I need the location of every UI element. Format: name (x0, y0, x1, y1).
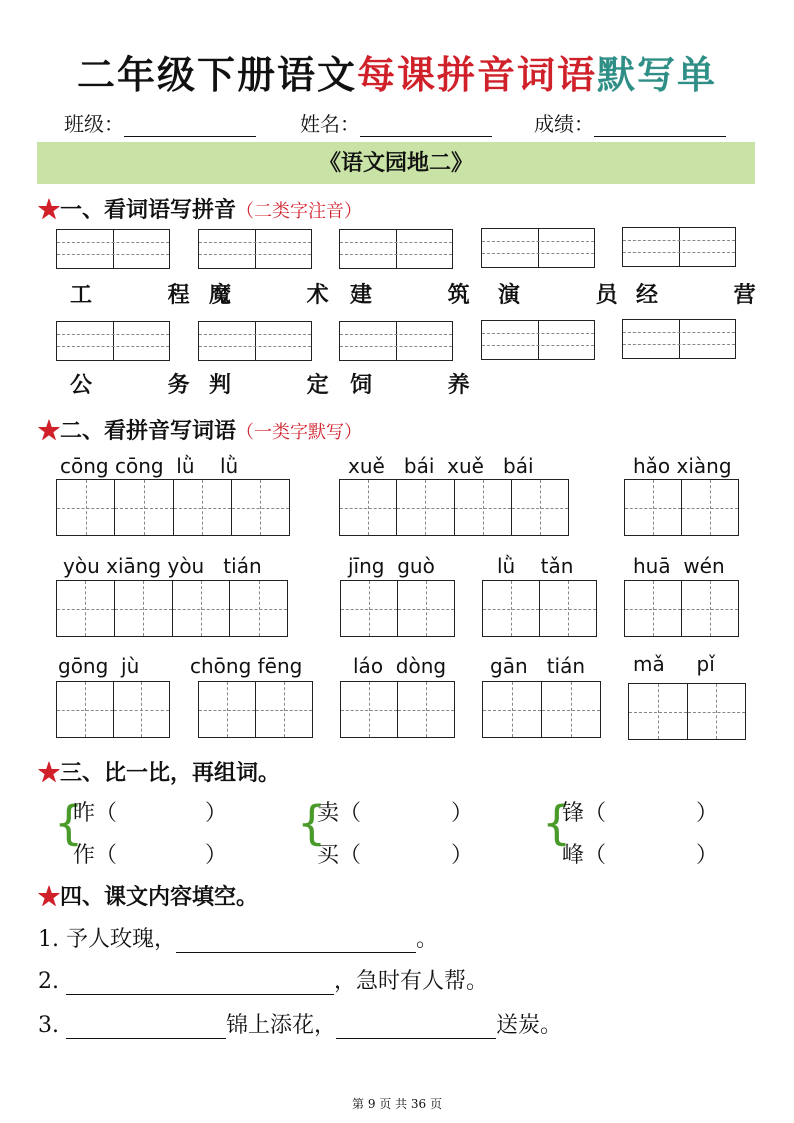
writing-grid[interactable] (624, 479, 739, 536)
compare-char: 昨（ (73, 801, 118, 826)
page-footer: 第 9 页 共 36 页 (352, 1097, 442, 1111)
word: 公 务 (70, 372, 224, 398)
pinyin-prompt: huā wén (633, 554, 725, 578)
compare-char: 锋（ (562, 801, 607, 826)
pinyin-box[interactable] (198, 229, 312, 269)
writing-grid[interactable] (56, 479, 290, 536)
writing-grid[interactable] (340, 681, 455, 738)
pinyin-box[interactable] (56, 229, 170, 269)
fill-blank[interactable] (176, 930, 416, 953)
section-3-title: 三、比一比，再组词。 (60, 760, 281, 786)
title-part-2: 每课拼音词语 (356, 52, 597, 97)
pinyin-box[interactable] (622, 227, 736, 267)
fill-blank[interactable] (66, 972, 334, 995)
close-paren: ） (205, 801, 228, 826)
compare-char: 作（ (73, 843, 118, 868)
pinyin-prompt: hǎo xiàng (633, 454, 732, 478)
section-2-title: 二、看拼音写词语 (60, 418, 237, 444)
writing-grid[interactable] (339, 479, 569, 536)
section-1-note: （二类字注音） (236, 201, 363, 222)
title-part-3: 默写单 (597, 52, 718, 97)
writing-grid[interactable] (628, 683, 746, 740)
class-blank[interactable] (124, 116, 256, 137)
writing-grid[interactable] (482, 580, 597, 637)
class-label: 班级： (64, 112, 124, 136)
compare-item[interactable] (562, 796, 718, 827)
fill-blank[interactable] (336, 1016, 496, 1039)
fill-text: 送炭。 (496, 1013, 563, 1038)
pinyin-box[interactable] (56, 321, 170, 361)
score-field[interactable] (534, 108, 726, 137)
word: 工 程 (70, 282, 224, 308)
section-4-title: 四、课文内容填空。 (60, 884, 259, 910)
compare-char: 买（ (317, 843, 362, 868)
lesson-banner: 《语文园地二》 (37, 142, 755, 184)
compare-item[interactable] (317, 838, 473, 869)
section-1-title: 一、看词语写拼音 (60, 197, 237, 223)
compare-item[interactable] (73, 838, 227, 869)
pinyin-prompt: yòu xiāng yòu tián (63, 554, 262, 578)
score-label: 成绩： (534, 112, 594, 136)
fill-text: 予人玫瑰， (66, 927, 177, 952)
item-number: 3. (38, 1013, 59, 1038)
compare-char: 峰（ (562, 843, 607, 868)
item-number: 2. (38, 969, 59, 994)
writing-grid[interactable] (56, 580, 288, 637)
brace-icon: { (542, 796, 572, 850)
brace-icon: { (297, 796, 327, 850)
fill-line-3 (38, 1008, 562, 1039)
section-1-heading (38, 193, 362, 224)
pinyin-prompt: lǜ tǎn (497, 554, 574, 578)
fill-text: ，急时有人帮。 (334, 969, 489, 994)
fill-text: 锦上添花， (226, 1013, 337, 1038)
pinyin-prompt: cōng cōng lǜ lǜ (60, 454, 239, 478)
pinyin-box[interactable] (339, 229, 453, 269)
section-2-note: （一类字默写） (236, 422, 363, 443)
pinyin-box[interactable] (339, 321, 453, 361)
score-blank[interactable] (594, 116, 726, 137)
pinyin-prompt: chōng fēng (190, 654, 303, 678)
close-paren: ） (696, 843, 719, 868)
pinyin-box[interactable] (622, 319, 736, 359)
star-icon: ★ (38, 418, 61, 444)
section-3-heading (38, 756, 280, 787)
star-icon: ★ (38, 884, 61, 910)
compare-item[interactable] (317, 796, 473, 827)
item-number: 1. (38, 927, 59, 952)
fill-text: 。 (416, 927, 439, 952)
word: 建 筑 (350, 282, 504, 308)
class-field[interactable] (64, 108, 256, 137)
writing-grid[interactable] (340, 580, 455, 637)
writing-grid[interactable] (56, 681, 170, 738)
pinyin-box[interactable] (481, 320, 595, 360)
compare-item[interactable] (562, 838, 718, 869)
title-part-1: 二年级下册语文 (76, 52, 357, 97)
pinyin-prompt: láo dòng (353, 654, 447, 678)
star-icon: ★ (38, 760, 61, 786)
name-blank[interactable] (360, 116, 492, 137)
word: 魔 术 (209, 282, 363, 308)
brace-icon: { (54, 796, 84, 850)
section-2-heading (38, 414, 362, 445)
pinyin-prompt: jīng guò (348, 554, 435, 578)
close-paren: ） (451, 843, 474, 868)
fill-line-2 (38, 964, 488, 995)
pinyin-prompt: gōng jù (58, 654, 140, 678)
fill-line-1 (38, 922, 438, 953)
compare-item[interactable] (73, 796, 227, 827)
fill-blank[interactable] (66, 1016, 226, 1039)
pinyin-box[interactable] (481, 228, 595, 268)
writing-grid[interactable] (482, 681, 601, 738)
pinyin-prompt: gān tián (490, 654, 586, 678)
close-paren: ） (696, 801, 719, 826)
word: 经 营 (636, 282, 790, 308)
pinyin-prompt: xuě bái xuě bái (348, 454, 534, 478)
writing-grid[interactable] (198, 681, 313, 738)
compare-char: 卖（ (317, 801, 362, 826)
close-paren: ） (451, 801, 474, 826)
name-field[interactable] (300, 108, 492, 137)
word: 饲 养 (350, 372, 504, 398)
page-title (0, 44, 794, 99)
close-paren: ） (205, 843, 228, 868)
section-4-heading (38, 880, 258, 911)
word: 演 员 (498, 282, 652, 308)
pinyin-prompt: mǎ pǐ (633, 652, 715, 676)
pinyin-box[interactable] (198, 321, 312, 361)
word: 判 定 (209, 372, 363, 398)
name-label: 姓名： (300, 112, 360, 136)
writing-grid[interactable] (624, 580, 739, 637)
star-icon: ★ (38, 197, 61, 223)
